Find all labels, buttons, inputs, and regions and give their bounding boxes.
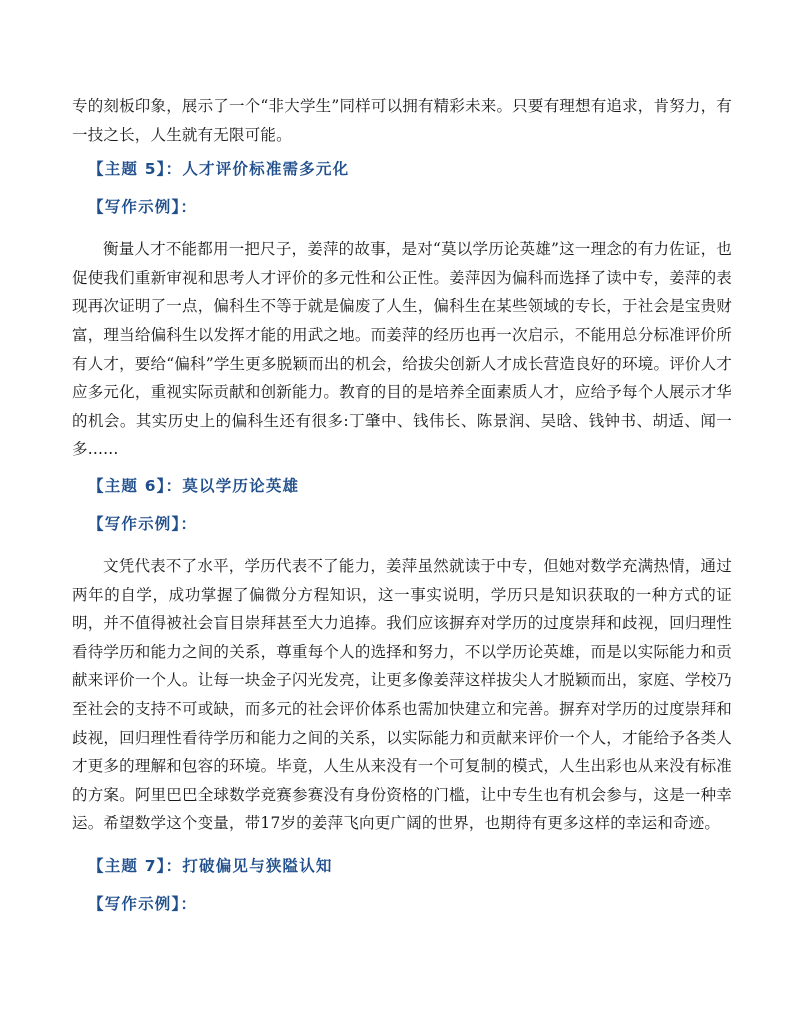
intro-paragraph: 专的刻板印象，展示了一个“非大学生”同样可以拥有精彩未来。只要有理想有追求，肯努力，有一技之长，人生就有无限可能。 bbox=[72, 97, 732, 144]
section-body-theme-6: 文凭代表不了水平，学历代表不了能力，姜萍虽然就读于中专，但她对数学充满热情，通过两年的自学，成功掌握了偏微分方程知识，这一事实说明，学历只是知识获取的一种方式的证明，并不值得被社会盲目崇拜甚至大力追捧。我们应该摒弃对学历的过度崇拜和歧视，回归理性看待学历和能力之间的关系，尊重每个人的选择和努力，不以学历论英雄，而是以实际能力和贡献来评价一个人。让每一块金子闪光发亮，让更多像姜萍这样拔尖人才脱颖而出，家庭、学校乃至社会的支持不可或缺，而多元的社会评价体系也需加快建立和完善。摒弃对学历的过度崇拜和歧视，回归理性看待学历和能力之间的关系，以实际能力和贡献来评价一个人，才能给予各类人才更多的理解和包容的环境。毕竟，人生从来没有一个可复制的模式，人生出彩也从来没有标准的方案。阿里巴巴全球数学竞赛参赛没有身份资格的门槛，让中专生也有机会参与，这是一种幸运。希望数学这个变量，带17岁的姜萍飞向更广阔的世界，也期待有更多这样的幸运和奇迹。 bbox=[72, 556, 732, 833]
writing-example-label: 【写作示例】： bbox=[88, 198, 198, 217]
section-heading-theme-7: 【主题 7】：打破偏见与狭隘认知 bbox=[88, 856, 333, 875]
section-heading-theme-6: 【主题 6】：莫以学历论英雄 bbox=[88, 476, 300, 495]
section-body-theme-5: 衡量人才不能都用一把尺子，姜萍的故事，是对“莫以学历论英雄”这一理念的有力佐证，也促使我们重新审视和思考人才评价的多元性和公正性。姜萍因为偏科而选择了读中专，姜萍的表现再次证明了一点，偏科生不等于就是偏废了人生，偏科生在某些领域的专长，于社会是宝贵财富，理当给偏科生以发挥才能的用武之地。而姜萍的经历也再一次启示，不能用总分标准评价所有人才，要给“偏科”学生更多脱颖而出的机会，给拔尖创新人才成长营造良好的环境。评价人才应多元化，重视实际贡献和创新能力。教育的目的是培养全面素质人才，应给予每个人展示才华的机会。其实历史上的偏科生还有很多:丁肇中、钱伟长、陈景润、吴晗、钱钟书、胡适、闻一多...... bbox=[72, 240, 732, 459]
writing-example-label: 【写作示例】： bbox=[88, 514, 198, 533]
section-heading-theme-5: 【主题 5】：人才评价标准需多元化 bbox=[88, 160, 350, 179]
writing-example-label: 【写作示例】： bbox=[88, 894, 198, 913]
document-page bbox=[72, 92, 732, 914]
